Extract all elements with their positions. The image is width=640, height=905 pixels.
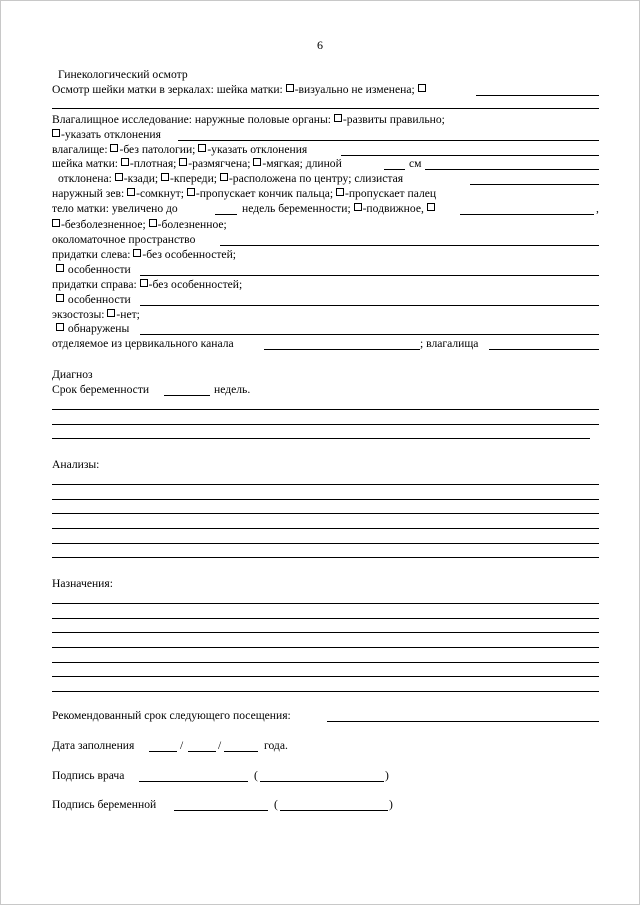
cervix-field[interactable] — [425, 169, 599, 170]
prescriptions-line[interactable] — [52, 632, 599, 633]
vag-line8 — [52, 218, 227, 232]
vagina-discharge-label: ; влагалища — [420, 337, 479, 350]
analyses-line[interactable] — [52, 484, 599, 485]
checkbox-icon[interactable] — [286, 84, 294, 92]
option-label: -кзади; — [123, 172, 162, 185]
checkbox-icon[interactable] — [334, 114, 342, 122]
checkbox-icon[interactable] — [56, 323, 64, 331]
option-label: особенности — [65, 293, 131, 306]
analyses-line[interactable] — [52, 557, 599, 558]
diagnosis-title: Диагноз — [52, 368, 93, 381]
option-label: -расположена по центру; слизистая — [228, 172, 404, 185]
paren-close: ) — [389, 798, 393, 811]
date-slash: / — [180, 739, 184, 752]
cervical-discharge-field[interactable] — [264, 349, 420, 350]
doctor-signature-label: Подпись врача — [52, 769, 125, 782]
checkbox-icon[interactable] — [427, 203, 435, 211]
comma: , — [596, 202, 599, 215]
field-label: недель беременности; — [242, 202, 354, 215]
prescriptions-line[interactable] — [52, 647, 599, 648]
unit-cm: см — [409, 157, 422, 170]
vag-line13 — [56, 293, 131, 307]
checkbox-icon[interactable] — [56, 294, 64, 302]
field-label: придатки слева: — [52, 248, 134, 261]
term-label: Срок беременности — [52, 383, 150, 396]
prescriptions-line[interactable] — [52, 603, 599, 604]
vag-line7b — [242, 202, 436, 216]
checkbox-icon[interactable] — [115, 173, 123, 181]
diagnosis-line[interactable] — [52, 409, 599, 410]
vag-line14 — [52, 308, 140, 322]
field-label: придатки справа: — [52, 278, 140, 291]
diagnosis-line[interactable] — [52, 438, 590, 439]
diagnosis-line[interactable] — [52, 424, 599, 425]
next-visit-field[interactable] — [327, 721, 599, 722]
patient-name-field[interactable] — [280, 810, 388, 811]
mirror-exam-field-2[interactable] — [52, 108, 599, 109]
analyses-title: Анализы: — [52, 458, 100, 471]
mirror-exam-label: Осмотр шейки матки в зеркалах: шейка матки: — [52, 83, 286, 96]
checkbox-icon[interactable] — [354, 203, 362, 211]
prescriptions-line[interactable] — [52, 662, 599, 663]
checkbox-icon[interactable] — [127, 188, 135, 196]
option-label: -сомкнут; — [136, 187, 187, 200]
vag-line10 — [52, 248, 236, 262]
checkbox-icon[interactable] — [133, 249, 141, 257]
vag-line2 — [52, 128, 161, 142]
option-label: -плотная; — [129, 157, 180, 170]
parametrium-label: околоматочное пространство — [52, 233, 196, 246]
checkbox-icon[interactable] — [56, 264, 64, 272]
term-suffix: недель. — [214, 383, 251, 396]
date-year-field[interactable] — [224, 751, 258, 752]
vag-line3 — [52, 143, 307, 157]
prescriptions-line[interactable] — [52, 676, 599, 677]
right-adnexa-field[interactable] — [140, 305, 599, 306]
vag-line15 — [56, 322, 129, 336]
vag-line7a: тело матки: увеличено до — [52, 202, 178, 215]
option-label: -мягкая; длиной — [262, 157, 342, 170]
option-label: -без особенностей; — [148, 278, 243, 291]
year-label: года. — [264, 739, 288, 752]
checkbox-icon[interactable] — [253, 158, 261, 166]
left-adnexa-field[interactable] — [140, 275, 599, 276]
option-label: -без патологии; — [119, 143, 199, 156]
date-month-field[interactable] — [188, 751, 216, 752]
option-label: -болезненное; — [157, 218, 227, 231]
vag-line4 — [52, 157, 342, 171]
mucosa-field[interactable] — [470, 184, 599, 185]
field-label: отклонена: — [58, 172, 115, 185]
date-day-field[interactable] — [149, 751, 177, 752]
doctor-name-field[interactable] — [260, 781, 384, 782]
checkbox-icon[interactable] — [121, 158, 129, 166]
date-slash: / — [218, 739, 222, 752]
page-number: 6 — [317, 38, 323, 52]
vag-line12 — [52, 278, 242, 292]
checkbox-icon[interactable] — [179, 158, 187, 166]
date-label: Дата заполнения — [52, 739, 135, 752]
paren-close: ) — [385, 769, 389, 782]
field-label: наружный зев: — [52, 187, 128, 200]
patient-signature-label: Подпись беременной — [52, 798, 157, 811]
term-weeks-field[interactable] — [164, 395, 210, 396]
next-visit-label: Рекомендованный срок следующего посещения: — [52, 709, 291, 722]
uterus-field[interactable] — [460, 214, 594, 215]
prescriptions-line[interactable] — [52, 618, 599, 619]
option-label: -безболезненное; — [61, 218, 149, 231]
prescriptions-title: Назначения: — [52, 577, 113, 590]
vagina-deviation-field[interactable] — [341, 155, 599, 156]
analyses-line[interactable] — [52, 513, 599, 514]
uterus-weeks-field[interactable] — [215, 214, 237, 215]
paren-open: ( — [274, 798, 278, 811]
checkbox-icon[interactable] — [220, 173, 228, 181]
field-label: экзостозы: — [52, 308, 108, 321]
mirror-exam-line — [52, 83, 427, 97]
checkbox-icon[interactable] — [187, 188, 195, 196]
option-label: -пропускает кончик пальца; — [195, 187, 336, 200]
option-label: -без особенностей; — [142, 248, 236, 261]
cervix-length-field[interactable] — [384, 169, 405, 170]
option-label: -подвижное, — [362, 202, 427, 215]
option-label: -указать отклонения — [207, 143, 308, 156]
mirror-exam-field[interactable] — [476, 95, 599, 96]
field-label: шейка матки: — [52, 157, 121, 170]
option-label: особенности — [65, 263, 131, 276]
vag-label: Влагалищное исследование: наружные половые органы: — [52, 113, 334, 126]
option-label: -визуально не изменена; — [294, 83, 418, 96]
checkbox-icon[interactable] — [161, 173, 169, 181]
vag-line11 — [56, 263, 131, 277]
prescriptions-line[interactable] — [52, 691, 599, 692]
analyses-line[interactable] — [52, 499, 599, 500]
option-label: -развиты правильно; — [342, 113, 445, 126]
vag-line6 — [52, 187, 436, 201]
option-label: -размягчена; — [188, 157, 254, 170]
gyn-exam-title: Гинекологический осмотр — [58, 68, 188, 81]
option-label: -указать отклонения — [61, 128, 161, 141]
deviation-field[interactable] — [178, 140, 599, 141]
option-label: -кпереди; — [170, 172, 220, 185]
checkbox-icon[interactable] — [198, 144, 206, 152]
field-label: влагалище: — [52, 143, 111, 156]
analyses-line[interactable] — [52, 543, 599, 544]
vaginal-discharge-field[interactable] — [489, 349, 599, 350]
doctor-signature-field[interactable] — [139, 781, 248, 782]
parametrium-field[interactable] — [220, 245, 599, 246]
paren-open: ( — [254, 769, 258, 782]
checkbox-icon[interactable] — [140, 279, 148, 287]
vag-line5 — [58, 172, 403, 186]
option-label: -пропускает палец — [344, 187, 437, 200]
checkbox-icon[interactable] — [52, 219, 60, 227]
checkbox-icon[interactable] — [149, 219, 157, 227]
analyses-line[interactable] — [52, 528, 599, 529]
option-label: обнаружены — [65, 322, 130, 335]
discharge-label: отделяемое из цервикального канала — [52, 337, 234, 350]
vag-line1 — [52, 113, 445, 127]
checkbox-icon[interactable] — [418, 84, 426, 92]
checkbox-icon[interactable] — [107, 309, 115, 317]
option-label: -нет; — [116, 308, 140, 321]
checkbox-icon[interactable] — [110, 144, 118, 152]
patient-signature-field[interactable] — [174, 810, 268, 811]
checkbox-icon[interactable] — [336, 188, 344, 196]
exostoses-field[interactable] — [140, 334, 599, 335]
checkbox-icon[interactable] — [52, 129, 60, 137]
